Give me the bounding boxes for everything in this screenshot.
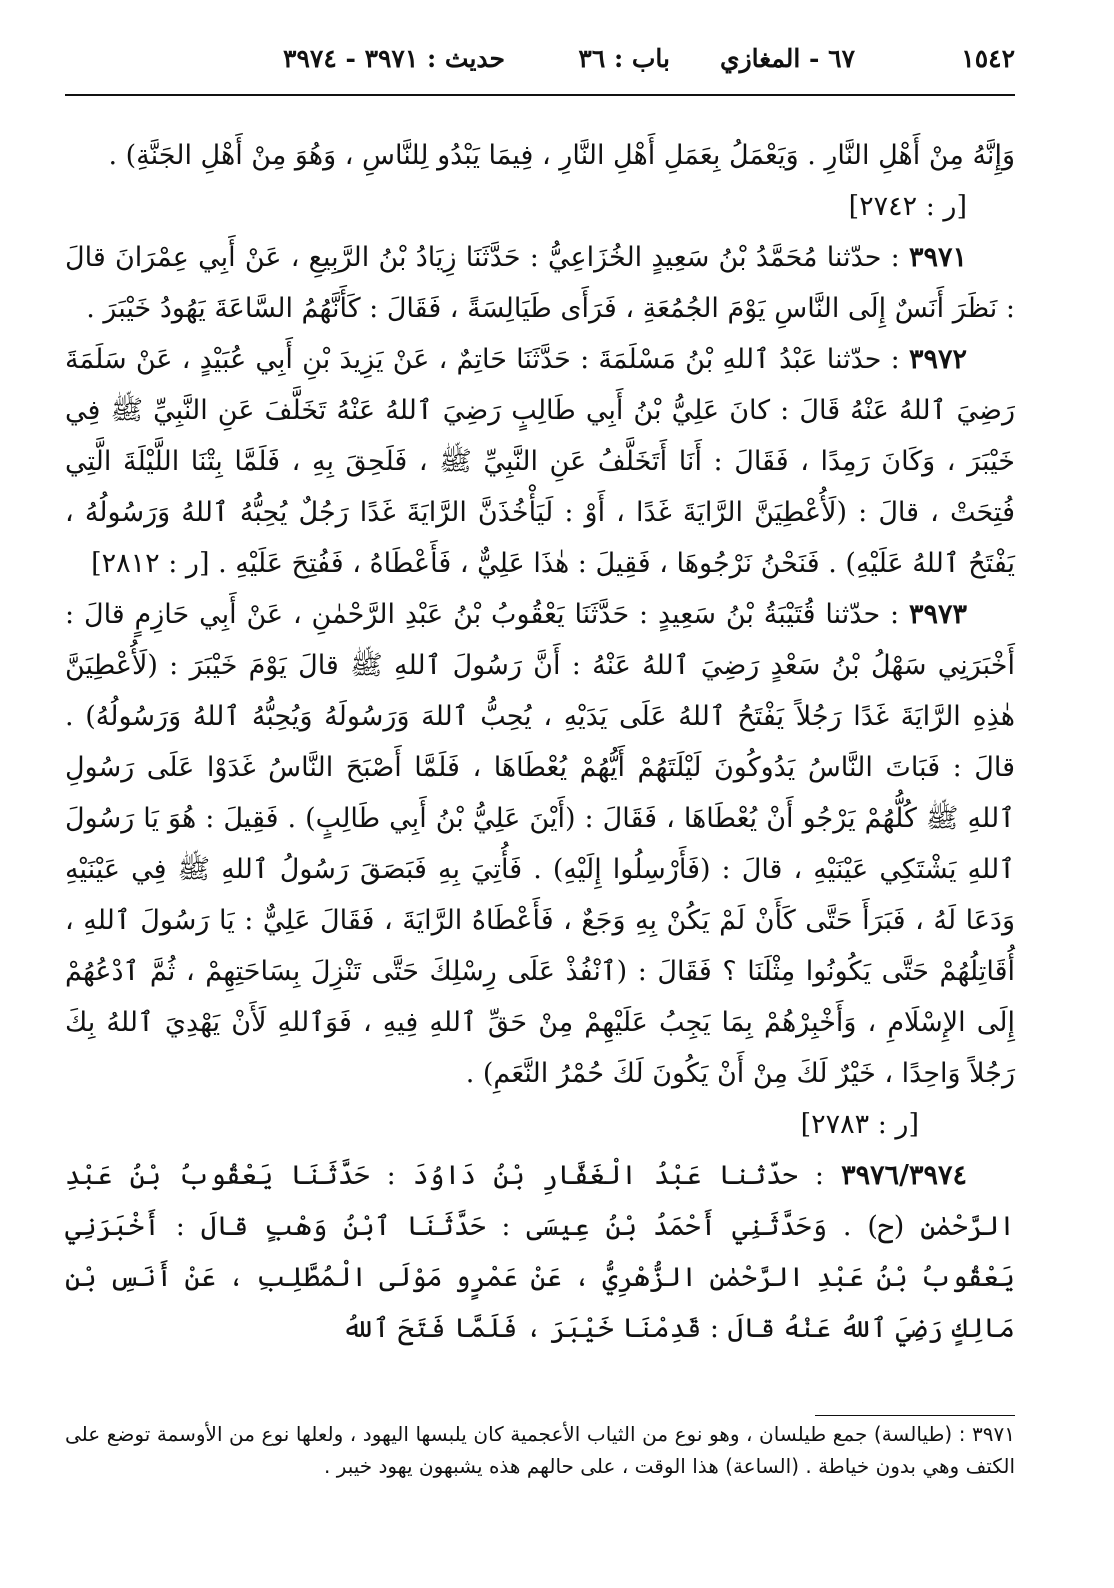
hadith-number: ٣٩٧٣ [908, 599, 967, 630]
hadith-text: : حدّثنا مُحَمَّدُ بْنُ سَعِيدٍ الخُزَاعِيُّ : حَدَّثَنَا زِيَادُ بْنُ الرَّبِيعِ ، عَنْ أَبِي عِمْرَانَ قالَ : نَظَرَ أَنَسٌ إِلَى النَّاسِ يَوْمَ الجُمُعَةِ ، فَرَأَى طَيَالِسَةً ، فَقَالَ : كَأَنَّهُمُ السَّاعَةَ يَهُودُ خَيْبَرَ . [65, 242, 1015, 324]
hadith-3974 [65, 1150, 1015, 1354]
hadith-text: : حدّثنا قُتَيْبَةُ بْنُ سَعِيدٍ : حَدَّثَنَا يَعْقُوبُ بْنُ عَبْدِ الرَّحْمٰنِ ، عَنْ أَبِي حَازِمٍ قالَ : أَخْبَرَنِي سَهْلُ بْنُ سَعْدٍ رَضِيَ ٱللهُ عَنْهُ : أَنَّ رَسُولَ ٱللهِ ﷺ قالَ يَوْمَ خَيْبَرَ : (لَأُعْطِيَنَّ هٰذِهِ الرَّايَةَ غَدًا رَجُلاً يَفْتَحُ ٱللهُ عَلَى يَدَيْهِ ، يُحِبُّ ٱللهَ وَرَسُولَهُ وَيُحِبُّهُ ٱللهُ وَرَسُولُهُ) . قالَ : فَبَاتَ النَّاسُ يَدُوكُونَ لَيْلَتَهُمْ أَيُّهُمْ يُعْطَاهَا ، فَلَمَّا أَصْبَحَ النَّاسُ غَدَوْا عَلَى رَسُولِ ٱللهِ ﷺ كُلُّهُمْ يَرْجُو أَنْ يُعْطَاهَا ، فَقَالَ : (أَيْنَ عَلِيُّ بْنُ أَبِي طَالِبٍ) . فَقِيلَ : هُوَ يَا رَسُولَ ٱللهِ يَشْتَكِي عَيْنَيْهِ ، قالَ : (فَأَرْسِلُوا إِلَيْهِ) . فَأُتِيَ بِهِ فَبَصَقَ رَسُولُ ٱللهِ ﷺ فِي عَيْنَيْهِ وَدَعَا لَهُ ، فَبَرَأَ حَتَّى كَأَنْ لَمْ يَكُنْ بِهِ وَجَعٌ ، فَأَعْطَاهُ الرَّايَةَ ، فَقَالَ عَلِيٌّ : يَا رَسُولَ ٱللهِ ، أُقَاتِلُهُمْ حَتَّى يَكُونُوا مِثْلَنَا ؟ فَقَالَ : (ٱنْفُذْ عَلَى رِسْلِكَ حَتَّى تَنْزِلَ بِسَاحَتِهِمْ ، ثُمَّ ٱدْعُهُمْ إِلَى الإِسْلَامِ ، وَأَخْبِرْهُمْ بِمَا يَجِبُ عَلَيْهِمْ مِنْ حَقِّ ٱللهِ فِيهِ ، فَوَٱللهِ لَأَنْ يَهْدِيَ ٱللهُ بِكَ رَجُلاً وَاحِدًا ، خَيْرٌ لَكَ مِنْ أَنْ يَكُونَ لَكَ حُمْرُ النَّعَمِ) . [65, 599, 1015, 1089]
page-number: ١٥٤٢ [961, 44, 1015, 73]
hadith-text: : حدّثنا عَبْدُ ٱللهِ بْنُ مَسْلَمَةَ : حَدَّثَنَا حَاتِمٌ ، عَنْ يَزِيدَ بْنِ أَبِي عُبَيْدٍ ، عَنْ سَلَمَةَ رَضِيَ ٱللهُ عَنْهُ قَالَ : كانَ عَلِيُّ بْنُ أَبِي طَالِبٍ رَضِيَ ٱللهُ عَنْهُ تَخَلَّفَ عَنِ النَّبِيِّ ﷺ فِي خَيْبَرَ ، وَكَانَ رَمِدًا ، فَقَالَ : أَنَا أَتَخَلَّفُ عَنِ النَّبِيِّ ﷺ ، فَلَحِقَ بِهِ ، فَلَمَّا بِتْنَا اللَّيْلَةَ الَّتِي فُتِحَتْ ، قالَ : (لَأُعْطِيَنَّ الرَّايَةَ غَدًا ، أَوْ : لَيَأْخُذَنَّ الرَّايَةَ غَدًا رَجُلٌ يُحِبُّهُ ٱللهُ وَرَسُولُهُ ، يَفْتَحُ ٱللهُ عَلَيْهِ) . فَنَحْنُ نَرْجُوهَا ، فَقِيلَ : هٰذَا عَلِيٌّ ، فَأَعْطَاهُ ، فَفُتِحَ عَلَيْهِ . [65, 344, 1015, 579]
hadith-number: ٣٩٧٦/٣٩٧٤ [841, 1160, 967, 1191]
chapter-label: باب : ٣٦ [578, 44, 670, 73]
book-title: ٦٧ - المغازي [720, 44, 855, 73]
footnote-3971: ٣٩٧١ : (طيالسة) جمع طيلسان ، وهو نوع من الثياب الأعجمية كان يلبسها اليهود ، ولعلها نوع من الأوسمة توضع على الكتف وهي بدون خياطة . (الساعة) هذا الوقت ، على حالهم هذه يشبهون يهود خيبر . [65, 1422, 1015, 1478]
hadith-number: ٣٩٧١ [908, 242, 967, 273]
main-text [65, 130, 1015, 1354]
hadith-3973 [65, 589, 1015, 1150]
hadith-text: : حدّثنا عَبْدُ الْغَفَّارِ بْنُ دَاوُدَ : حَدَّثَنَا يَعْقُوبُ بْنُ عَبْدِ الرَّحْمٰنِ (ح) . وَحَدَّثَنِي أَحْمَدُ بْنُ عِيسَى : حَدَّثَنَا ٱبْنُ وَهْبٍ قالَ : أَخْبَرَنِي يَعْقُوبُ بْنُ عَبْدِ الرَّحْمٰنِ الزُّهْرِيُّ ، عَنْ عَمْرٍو مَوْلَى الْمُطَّلِبِ ، عَنْ أَنَسِ بْنِ مَالِكٍ رَضِيَ ٱللهُ عَنْهُ قالَ : قَدِمْنَا خَيْبَرَ ، فَلَمَّا فَتَحَ ٱللهُ [65, 1160, 1015, 1344]
running-header [160, 44, 1015, 84]
hadith-3972 [65, 334, 1015, 589]
footnote-divider [815, 1415, 1015, 1416]
reference-2783: [ر : ٢٧٨٣] [800, 1109, 919, 1140]
continuation-text: وَإِنَّهُ مِنْ أَهْلِ النَّارِ . وَيَعْمَلُ بِعَمَلِ أَهْلِ النَّارِ ، فِيمَا يَبْدُو لِلنَّاسِ ، وَهُوَ مِنْ أَهْلِ الجَنَّةِ) . [108, 140, 1015, 171]
footnote [65, 1418, 1015, 1482]
reference-2812: [ر : ٢٨١٢] [91, 548, 210, 579]
hadith-range: حديث : ٣٩٧١ - ٣٩٧٤ [283, 44, 505, 73]
reference-2742: [ر : ٢٧٤٢] [848, 191, 967, 222]
continuation-paragraph [65, 130, 1015, 232]
hadith-number: ٣٩٧٢ [908, 344, 967, 375]
header-divider [65, 94, 1015, 96]
hadith-3971 [65, 232, 1015, 334]
